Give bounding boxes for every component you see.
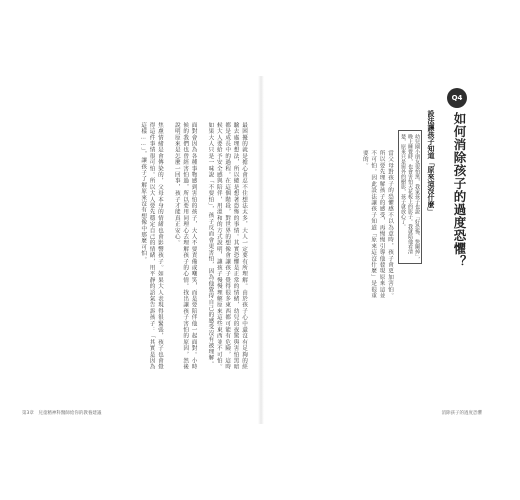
tip-label: 設法讓孩子知道「原來這沒什麼」 (427, 110, 435, 215)
left-page-body (34, 122, 248, 376)
footer-right: 消除孩子的過度恐懼 (441, 411, 482, 416)
tip-text: 幼兒園小朋友很怕黑，我家孩子也說「好恐怖、快關掉」，晚上睡覺時，也會害怕天花板上的影子。我就陪他看清楚，原來只是窗外的樹影，孩子就放心了。 (400, 134, 420, 262)
footer-left: 第3章 兒童精神科醫師給你的教養建議 (22, 411, 102, 416)
left-paragraph-1: 最困擾的就是擔心會忍不住想法太多，大人一定要有所理解。由於孩子心中還沒有足夠的經驗去處理想法，所以總是想著恐怖的事情。其實恐懼是正常的情緒，幼兒的夜驚與害怕黑暗都是成長中的過程。在這個階段，對世界的想像會讓孩子覺得很多東西都可能有危險，這時候大人要給予安全感與陪伴，用溫和的方式說明，讓孩子慢慢理解原來這些東西並不可怕。如果大人只是一味說「不要怕」，孩子反而會更害怕，因為他覺得自己的感受沒有被理解。 (207, 122, 247, 370)
question-title: 如何消除孩子的過度恐懼？ (452, 112, 467, 268)
left-paragraph-2: 面對會因為各種事物感到害怕的孩子，大人不要責備或嘲笑，而是要陪伴他一起面對。小時候的我們也曾經害怕過，所以要用同理心去理解孩子的心情。找出讓孩子害怕的原因，然後說明原來是怎麼一回事，孩子才能真正安心。 (173, 122, 197, 370)
right-page-body: 當父母對孩子的恐懼感不以為意時，孩子會更加害怕。所以要先理解孩子的感受，再慢慢引導他發現原來這並不可怕。因此設法讓孩子知道「原來這沒什麼」是很重要的。 (361, 150, 393, 299)
left-paragraph-3: 焦慮情緒是會傳染的，父母本身的情緒也會影響孩子。如果大人表現得很緊張，孩子也會覺得這件事情很可怕。所以大人要先穩定自己的情緒，用平靜的語氣告訴孩子：「其實是因為這樣……」，讓孩子了解原來沒有想像中那麼可怕。 (140, 122, 163, 370)
page-gutter (258, 76, 264, 424)
question-number-badge: Q4 (447, 88, 467, 108)
